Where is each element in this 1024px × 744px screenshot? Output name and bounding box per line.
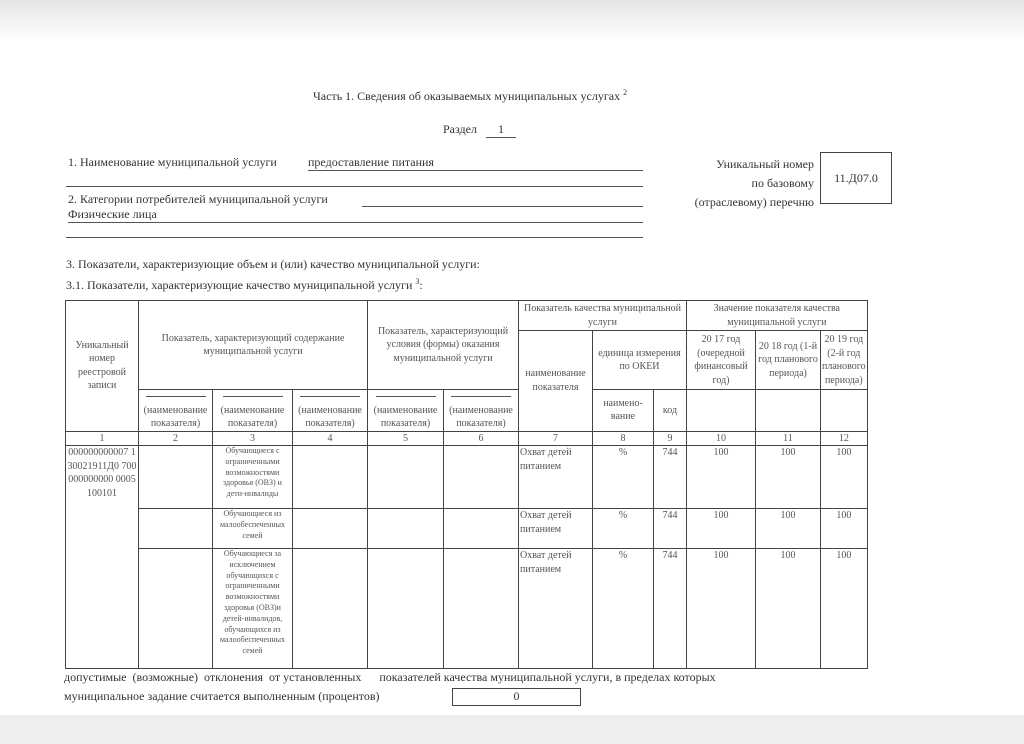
header-values: Значение показателя качества муниципальной услуги [687, 301, 868, 331]
unit-code: 744 [654, 509, 687, 549]
indicator: Охват детей питанием [519, 446, 593, 509]
deviation-text: допустимые (возможные) отклонения от установленных показателей качества муниципальной услуги, в пределах которых [64, 670, 716, 684]
subheader: (наименование показателя) [293, 390, 368, 432]
col-num: 9 [654, 431, 687, 446]
col-num: 10 [687, 431, 756, 446]
part-title: Часть 1. Сведения об оказываемых муниципальных услугах $^2$ [313, 88, 628, 103]
header-conditions: Показатель, характеризующий условия (формы) оказания муниципальной услуги [368, 301, 519, 390]
col-num: 4 [293, 431, 368, 446]
unit-code: 744 [654, 549, 687, 669]
quality-title: 3.1. Показатели, характеризующие качество муниципальной услуги $^3$: [66, 277, 423, 292]
unit: % [593, 509, 654, 549]
registry-number: 000000000007 130021911Д0 700000000000 0005100101 [66, 446, 139, 669]
header-year-3: 20 19 год (2-й год планового периода) [821, 331, 868, 390]
header-unit-code: код [654, 390, 687, 432]
value-2019: 100 [821, 549, 868, 669]
value-2017: 100 [687, 446, 756, 509]
scan-edge [0, 0, 1024, 40]
category: Обучающиеся из малообеспеченных семей [213, 509, 293, 549]
category: Обучающиеся за исключением обучающихся с ограниченными возможностями здоровья (ОВЗ)и детей-инвалидов, обучающихся из малообеспеченных семей [213, 549, 293, 669]
col-num: 1 [66, 431, 139, 446]
subheader: (наименование показателя) [368, 390, 444, 432]
unit-code: 744 [654, 446, 687, 509]
indicator: Охват детей питанием [519, 509, 593, 549]
unique-number-value: 11.Д07.0 [820, 152, 892, 204]
col-num: 2 [139, 431, 213, 446]
consumers-label: 2. Категории потребителей муниципальной услуги [68, 192, 328, 206]
value-2018: 100 [756, 509, 821, 549]
header-registry: Уникальный номер реестровой записи [66, 301, 139, 432]
col-num: 6 [444, 431, 519, 446]
indicator: Охват детей питанием [519, 549, 593, 669]
header-unit: единица измерения по ОКЕИ [593, 331, 687, 390]
service-name: предоставление питания [308, 155, 643, 171]
col-num: 11 [756, 431, 821, 446]
value-2019: 100 [821, 446, 868, 509]
subheader: (наименование показателя) [213, 390, 293, 432]
divider [66, 186, 643, 187]
header-year-1: 20 17 год (очередной финансовый год) [687, 331, 756, 390]
subheader: (наименование показателя) [139, 390, 213, 432]
table-row [66, 446, 868, 509]
table-row [66, 509, 868, 549]
unit: % [593, 446, 654, 509]
header-indicator-name: наименование показателя [519, 331, 593, 432]
header-content: Показатель, характеризующий содержание муниципальной услуги [139, 301, 368, 390]
value-2017: 100 [687, 509, 756, 549]
scan-edge [0, 715, 1024, 744]
deviation-value: 0 [452, 688, 581, 706]
deviation-text: муниципальное задание считается выполненным (процентов) [64, 689, 380, 703]
col-num: 3 [213, 431, 293, 446]
unit: % [593, 549, 654, 669]
service-name-label: 1. Наименование муниципальной услуги [68, 155, 277, 169]
col-num: 8 [593, 431, 654, 446]
header-unit-name: наимено-вание [593, 390, 654, 432]
col-num: 7 [519, 431, 593, 446]
subheader: (наименование показателя) [444, 390, 519, 432]
quality-table [65, 300, 868, 669]
category: Обучающиеся с ограниченными возможностями здоровья (ОВЗ) и дети-инвалиды [213, 446, 293, 509]
col-num: 12 [821, 431, 868, 446]
divider [66, 237, 643, 238]
section-number: 1 [486, 122, 516, 138]
header-year-2: 20 18 год (1-й год планового периода) [756, 331, 821, 390]
consumers: Физические лица [68, 207, 643, 223]
section-label: Раздел [443, 122, 477, 136]
table-row [66, 549, 868, 669]
header-quality: Показатель качества муниципальной услуги [519, 301, 687, 331]
value-2019: 100 [821, 509, 868, 549]
value-2018: 100 [756, 446, 821, 509]
value-2017: 100 [687, 549, 756, 669]
col-num: 5 [368, 431, 444, 446]
value-2018: 100 [756, 549, 821, 669]
unique-number-label: Уникальный номер по базовому (отраслевому) перечню [694, 157, 814, 209]
indicators-title: 3. Показатели, характеризующие объем и (или) качество муниципальной услуги: [66, 257, 480, 271]
